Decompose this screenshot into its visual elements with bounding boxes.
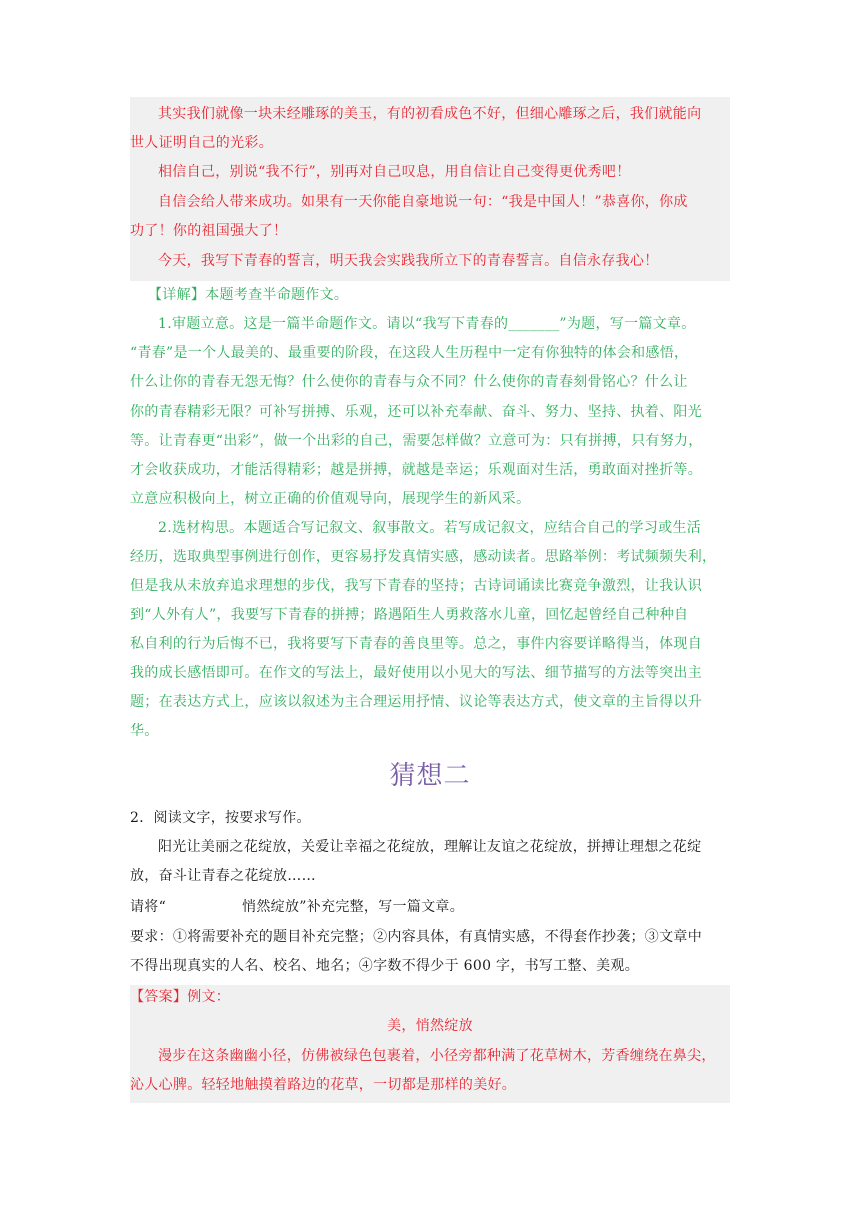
essay-line: 漫步在这条幽幽小径，仿佛被绿色包裹着，小径旁都种满了花草树木，芳香缠绕在鼻尖， [158,1048,716,1064]
answer-line: 功了！你的祖国强大了！ [130,223,288,239]
analysis-line: 私自利的行为后悔不已，我将要写下青春的善良里等。总之，事件内容要详略得当，体现自 [130,636,702,652]
answer-line: 相信自己，别说“我不行”，别再对自己叹息，用自信让自己变得更优秀吧！ [158,164,631,180]
answer-line: 世人证明自己的光彩。 [130,135,273,151]
question-line: 阳光让美丽之花绽放，关爱让幸福之花绽放，理解让友谊之花绽放，拼搏让理想之花绽 [158,839,702,855]
answer-line: 自信会给人带来成功。如果有一天你能自豪地说一句：“我是中国人！”恭喜你，你成 [158,194,688,210]
analysis-line: 到“人外有人”，我要写下青春的拼搏；路遇陌生人勇救落水儿童，回忆起曾经自己种种自 [130,607,689,623]
essay-title: 美，悄然绽放 [387,1018,473,1034]
answer-label: 【答案】例文： [130,989,231,1005]
question-line: 请将“ 悄然绽放”补充完整，写一篇文章。 [130,899,465,915]
analysis-line: 但是我从未放弃追求理想的步伐，我写下青春的坚持；古诗词诵读比赛竞争激烈，让我认识 [130,578,702,594]
analysis-line: 华。 [130,723,159,739]
analysis-line: 2.选材构思。本题适合写记叙文、叙事散文。若写成记叙文，应结合自己的学习或生活 [158,520,702,536]
answer-line: 其实我们就像一块未经雕琢的美玉，有的初看成色不好，但细心雕琢之后，我们就能向 [158,106,702,122]
section-heading: 猜想二 [389,761,471,791]
analysis-line: 才会收获成功，才能活得精彩；越是拼搏，就越是幸运；乐观面对生活，勇敢面对挫折等。 [130,462,702,478]
analysis-line: 我的成长感悟即可。在作文的写法上，最好使用以小见大的写法、细节描写的方法等突出主 [130,665,702,681]
question-requirements: 要求：①将需要补充的题目补充完整；②内容具体，有真情实感，不得套作抄袭；③文章中 [130,929,702,945]
analysis-line: 题；在表达方式上，应该以叙述为主合理运用抒情、议论等表达方式，使文章的主旨得以升 [130,694,702,710]
question-requirements: 不得出现真实的人名、校名、地名；④字数不得少于 600 字，书写工整、美观。 [130,958,640,974]
analysis-line: 等。让青春更“出彩”，做一个出彩的自己，需要怎样做？立意可为：只有拼搏，只有努力， [130,433,703,449]
analysis-line: 你的青春精彩无限？可补写拼搏、乐观，还可以补充奉献、奋斗、努力、坚持、执着、阳光 [130,404,702,420]
answer-line: 今天，我写下青春的誓言，明天我会实践我所立下的青春誓言。自信永存我心！ [158,253,659,269]
question-title: 2．阅读文字，按要求写作。 [130,810,311,826]
analysis-line: 立意应积极向上，树立正确的价值观导向，展现学生的新风采。 [130,491,531,507]
analysis-line: 1.审题立意。这是一篇半命题作文。请以“我写下青春的_______”为题，写一篇文章。 [158,316,696,332]
analysis-line: 经历，选取典型事例进行创作，更容易抒发真情实感，感动读者。思路举例：考试频频失利， [130,549,717,565]
question-line: 放，奋斗让青春之花绽放…… [130,868,316,884]
analysis-line: “青春”是一个人最美的、最重要的阶段，在这段人生历程中一定有你独特的体会和感悟， [130,345,689,361]
analysis-line: 什么让你的青春无怨无悔？什么使你的青春与众不同？什么使你的青春刻骨铭心？什么让 [130,374,688,390]
analysis-label: 【详解】本题考查半命题作文。 [148,287,349,303]
essay-line: 沁人心脾。轻轻地触摸着路边的花草，一切都是那样的美好。 [130,1077,517,1093]
